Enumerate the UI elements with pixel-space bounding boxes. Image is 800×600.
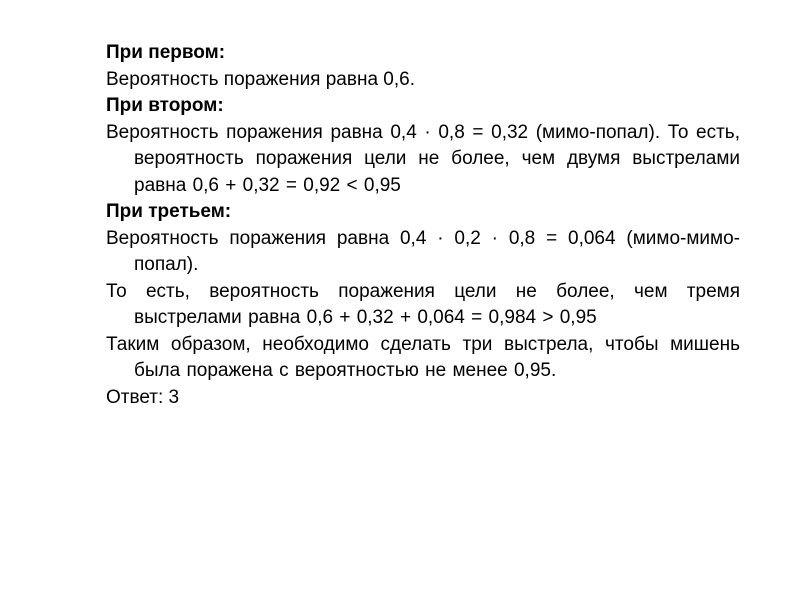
- text-third-shot-probability: Вероятность поражения равна 0,4 · 0,2 · 0,8 = 0,064 (мимо-мимо-попал).: [106, 227, 740, 275]
- text-third-shot-cumulative: То есть, вероятность поражения цели не более, чем тремя выстрелами равна 0,6 + 0,32 + 0,064 = 0,984 > 0,95: [106, 280, 740, 328]
- answer-text: Ответ: 3: [106, 386, 180, 408]
- text-second-shot: Вероятность поражения равна 0,4 · 0,8 = 0,32 (мимо-попал). То есть, вероятность поражения цели не более, чем двумя выстрелами равна 0,6 + 0,32 = 0,92 < 0,95: [106, 121, 740, 196]
- solution-text-block: [106, 40, 740, 411]
- heading-second-shot: При втором:: [106, 95, 224, 116]
- heading-third-shot: При третьем:: [106, 201, 232, 222]
- text-first-shot: Вероятность поражения равна 0,6.: [106, 68, 416, 90]
- conclusion-text: Таким образом, необходимо сделать три выстрела, чтобы мишень была поражена с вероятностью не менее 0,95.: [106, 333, 740, 381]
- heading-first-shot: При первом:: [106, 42, 226, 63]
